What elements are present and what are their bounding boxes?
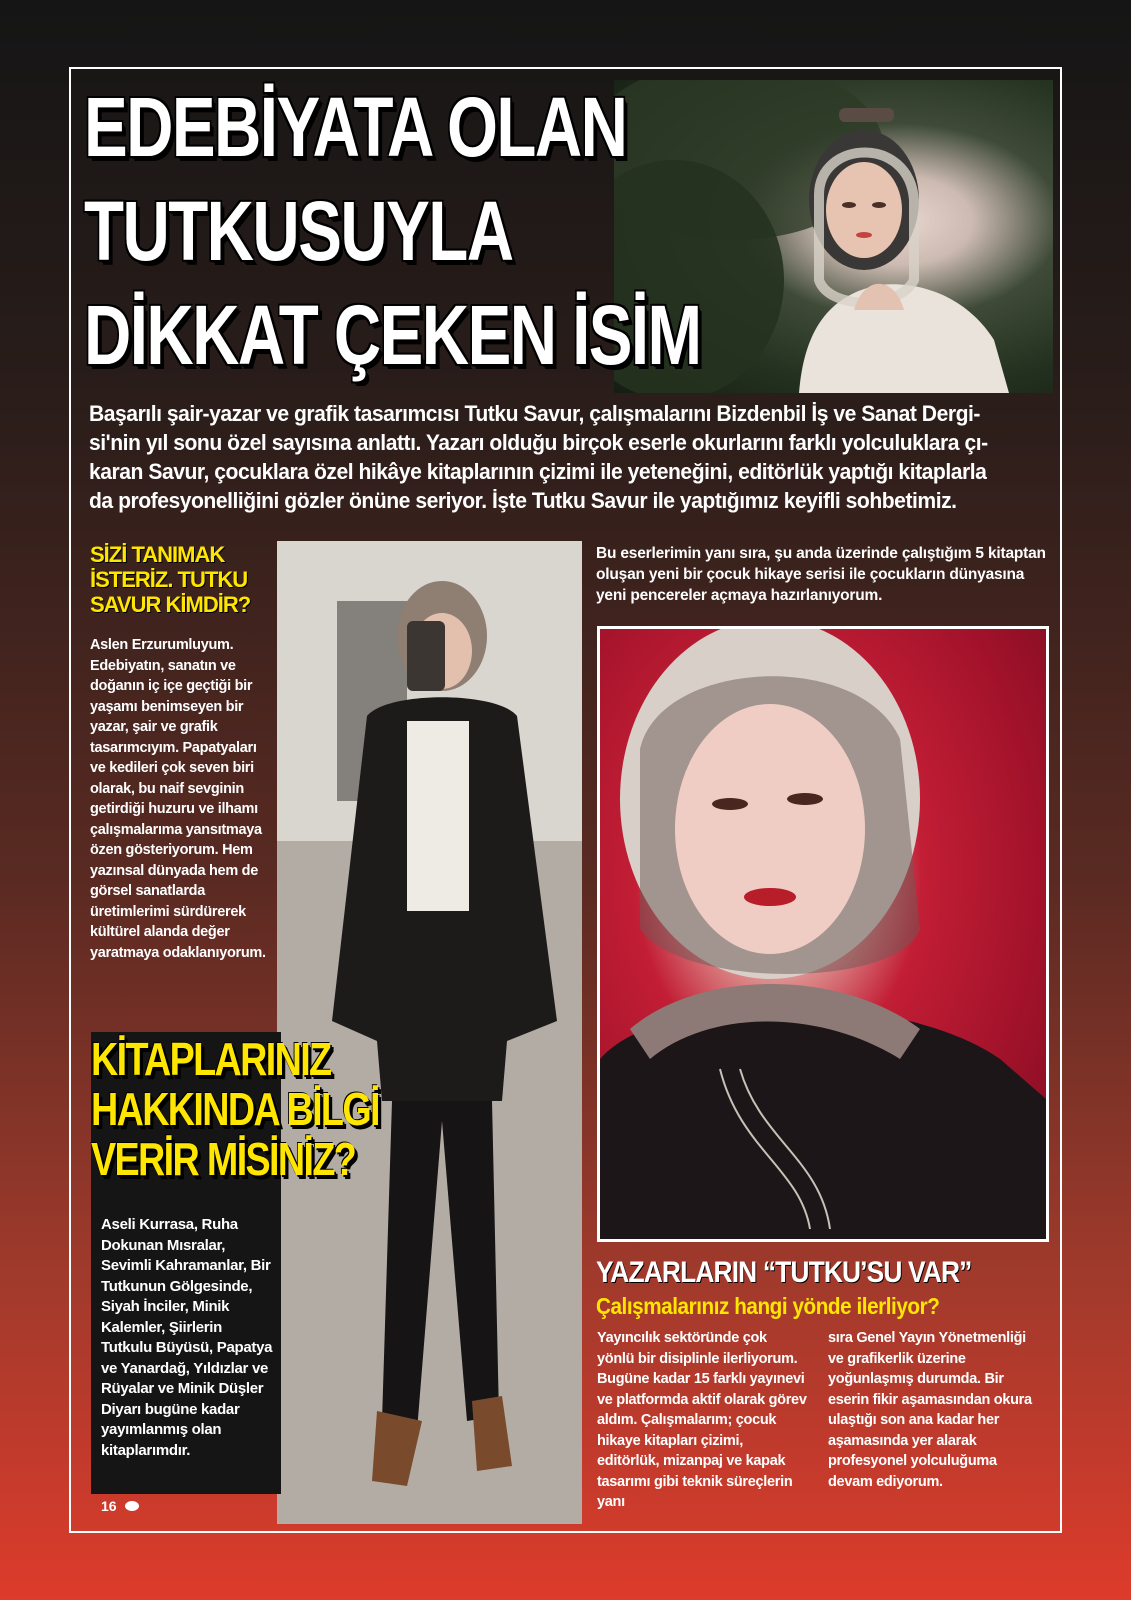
answer-1-text: Aslen Erzurumluyum. Edebiyatın, sanatın ve doğanın iç içe geçtiği bir yaşamı benimseyen bir yazar, şair ve grafik tasarımcıyım. Papatyaları ve kedileri çok seven biri olarak, bu naif sevginin getirdiği huzuru ve ilhamı çalışmalarıma yansıtmaya özen gösteriyorum. Hem yazınsal dünyada hem de görsel sanatlarda üretimlerimi sürdürerek kültürel alanda değer yaratmaya odaklanıyorum. xyxy=(90,637,266,961)
right-paragraph: Bu eserlerimin yanı sıra, şu anda üzerinde çalıştığım 5 kitaptan oluşan yeni bir çocuk hikaye serisi ile çocukların dünyasına yeni pencereler açmaya hazırlanıyorum. xyxy=(596,545,1046,604)
section-column-1: Yayıncılık sektöründe çok yönlü bir disiplinle ilerliyorum. Bugüne kadar 15 farklı yayınevi ve platformda aktif olarak görev aldım. Çalışmalarım; çocuk hikaye kitapları çizimi, editörlük, mizanpaj ve kapak tasarımı gibi teknik süreçlerin yanı xyxy=(597,1330,807,1510)
lead-paragraph: Başarılı şair-yazar ve grafik tasarımcısı Tutku Savur, çalışmalarını Bizdenbil İş ve Sanat Dergi-si'nin yıl sonu özel sayısına anlattı. Yazarı olduğu birçok eserle okurlarını farklı yolculuklara çı-karan Savur, çocuklara özel hikâye kitaplarının çizimi ile yeteneğini, editörlük yaptığı kitaplarla da profesyonelliğini gözler önüne seriyor. İşte Tutku Savur ile yaptığımız keyifli sohbetimiz. xyxy=(89,401,988,513)
section-subtitle: Çalışmalarınız hangi yönde ilerliyor? xyxy=(596,1293,940,1319)
headline-line-1: EDEBİYATA OLAN xyxy=(84,80,627,174)
headline xyxy=(84,75,701,387)
headline-line-3: DİKKAT ÇEKEN İSİM xyxy=(84,288,701,382)
photo-portrait-red xyxy=(597,626,1049,1242)
headline-line-2: TUTKUSUYLA xyxy=(84,184,513,278)
question-2-heading: KİTAPLARINIZ HAKKINDA BİLGİ VERİR MİSİNİZ? xyxy=(91,1033,379,1185)
section-column-2: sıra Genel Yayın Yönetmenliği ve grafikerlik üzerine yoğunlaşmış durumda. Bir eserin fikir aşamasından okura ulaştığı son ana kadar her aşamasında yer alarak profesyonel yolculuğuma devam ediyorum. xyxy=(828,1330,1032,1490)
section-title: YAZARLARIN “TUTKU’SU VAR” xyxy=(596,1256,972,1289)
question-1-heading: SİZİ TANIMAK İSTERİZ. TUTKU SAVUR KİMDİR? xyxy=(90,542,251,617)
portrait-red-illustration xyxy=(600,629,1046,1239)
page-number: 16 xyxy=(101,1498,117,1514)
answer-2-text: Aseli Kurrasa, Ruha Dokunan Mısralar, Sevimli Kahramanlar, Bir Tutkunun Gölgesinde, Siyah İnciler, Minik Kalemler, Şiirlerin Tutkulu Büyüsü, Papatya ve Yanardağ, Yıldızlar ve Rüyalar ve Minik Düşler Diyarı bugüne kadar yayımlanmış olan kitaplarımdır. xyxy=(101,1216,273,1459)
page-marker-icon xyxy=(125,1501,139,1511)
